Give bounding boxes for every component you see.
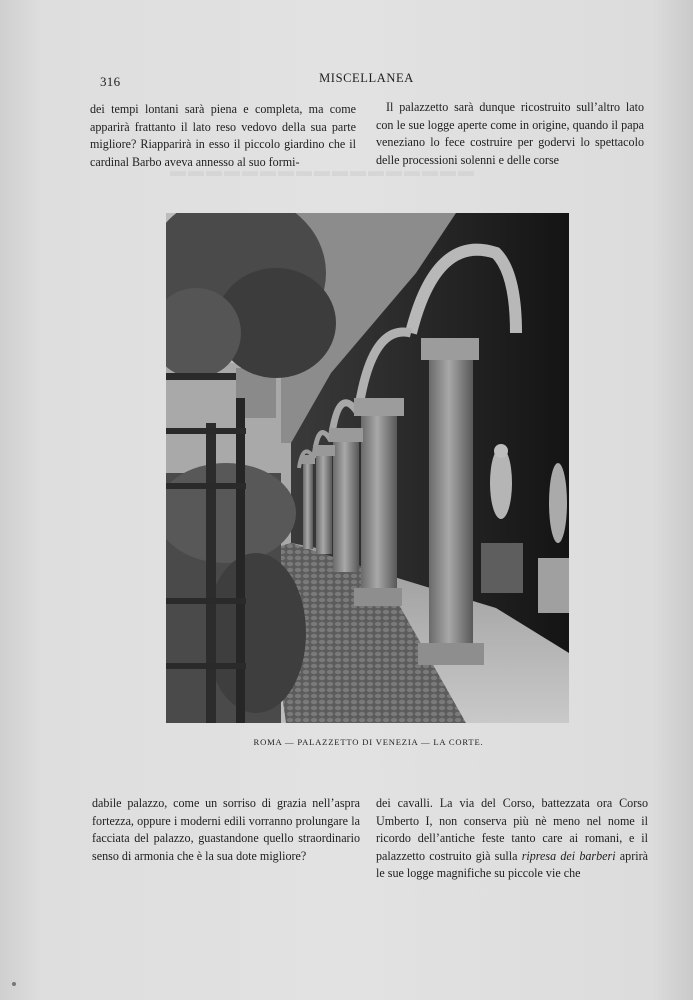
page-number: 316 bbox=[100, 74, 121, 89]
paragraph: dei tempi lontani sarà piena e completa, ma come apparirà frattanto il lato reso vedovo della sua parte migliore? Riapparirà in esso il piccolo giardino che il cardinal Barbo aveva annesso al suo formi- bbox=[90, 102, 356, 169]
paragraph: Il palazzetto sarà dunque ricostruito sull’altro lato con le sue logge aperte come in origine, quando il papa veneziano lo fece costruire per godervi lo spettacolo delle processioni solenni e delle corse bbox=[376, 100, 644, 167]
text-column-top-left bbox=[90, 101, 356, 171]
paragraph bbox=[376, 795, 648, 883]
paragraph: dabile palazzo, come un sorriso di grazia nell’aspra fortezza, oppure i moderni edili vorranno prolungare la facciata del palazzo, guastandone quello straordinario senso di armonia che è la sua dote migliore? bbox=[92, 796, 360, 863]
running-title: MISCELLANEA bbox=[319, 71, 414, 85]
show-through-text: ▬▬▬▬▬▬▬▬▬▬▬▬▬▬▬▬▬ bbox=[170, 163, 476, 180]
text-column-bottom-left bbox=[92, 795, 360, 865]
paper-speck bbox=[12, 982, 16, 986]
text-column-bottom-right bbox=[376, 795, 648, 883]
text-run: dei cavalli. La via del Corso, battezzata ora Corso Umberto I, non conserva più nè meno nel nome il ricordo dell’antiche feste tanto care ai romani, e il palazzetto costruito già sulla bbox=[376, 796, 648, 863]
courtyard-illustration bbox=[166, 213, 569, 723]
courtyard-photograph bbox=[166, 213, 569, 723]
figure-caption: ROMA — PALAZZETTO DI VENEZIA — LA CORTE. bbox=[253, 737, 484, 747]
text-column-top-right bbox=[376, 99, 644, 169]
italic-phrase: ripresa dei barberi bbox=[521, 848, 616, 863]
text-run: aprirà le sue logge magnifiche su piccole vie che bbox=[376, 848, 648, 881]
